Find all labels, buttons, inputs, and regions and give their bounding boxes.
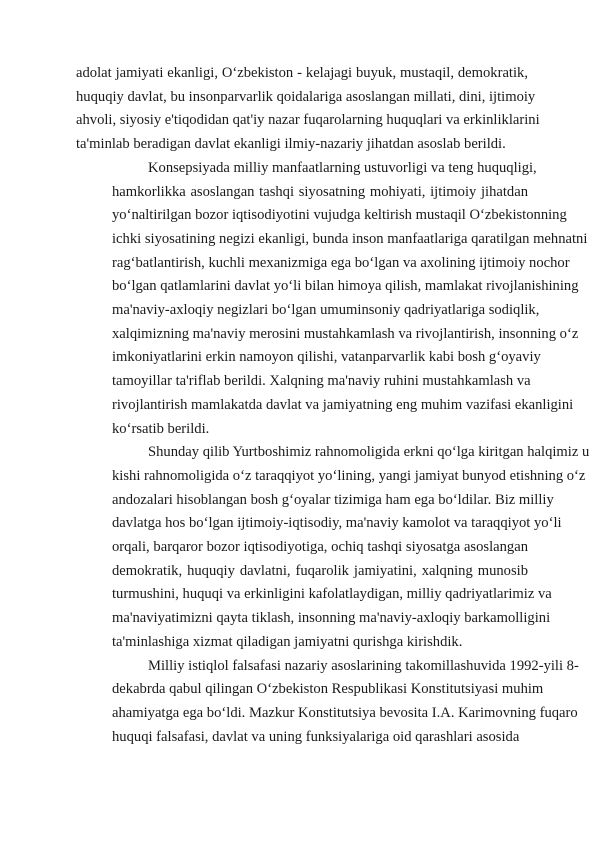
text-line: huquqiy davlat, bu insonparvarlik qoidalariga asoslangan millati, dini, ijtimoiy xyxy=(76,88,536,105)
text-line: adolat jamiyati ekanligi, O‘zbekiston - kelajagi buyuk, mustaqil, demokratik, xyxy=(76,65,528,81)
text-line: imkoniyatlarini erkin namoyon qilishi, vatanparvarlik kabi bosh g‘oyaviy xyxy=(112,349,541,366)
text-line: Shunday qilib Yurtboshimiz rahnomoligida erkni qo‘lga kiritgan halqimiz u xyxy=(148,444,590,461)
text-line: orqali, barqaror bozor iqtisodiyotiga, ochiq tashqi siyosatga asoslangan xyxy=(112,539,528,556)
text-line: davlatga hos bo‘lgan ijtimoiy-iqtisodiy, ma'naviy kamolot va taraqqiyot yo‘li xyxy=(112,515,562,532)
paragraph xyxy=(76,655,579,750)
text-line: ma'naviy-axloqiy negizlari bo‘lgan umuminsoniy qadriyatlariga sodiqlik, xyxy=(112,302,540,319)
text-line: ahvoli, siyosiy e'tiqodidan qat'iy nazar fuqarolarning huquqlari va erkinliklarini xyxy=(76,112,540,129)
text-line: ma'naviyatimizni qayta tiklash, insonning ma'naviy-axloqiy barkamolligini xyxy=(112,610,551,627)
text-line: Konsepsiyada milliy manfaatlarning ustuvorligi va teng huquqligi, xyxy=(148,159,537,176)
text-line: ichki siyosatining negizi ekanligi, bunda inson manfaatlariga qaratilgan mehnatni xyxy=(112,230,588,247)
text-line: hamkorlikka asoslangan tashqi siyosatning mohiyati, ijtimoiy jihatdan xyxy=(112,183,528,200)
text-line: yo‘naltirilgan bozor iqtisodiyotini vujudga keltirish mustaqil O‘zbekistonning xyxy=(112,207,567,224)
text-line: Milliy istiqlol falsafasi nazariy asoslarining takomillashuvida 1992-yili 8- xyxy=(148,657,579,674)
text-line: tamoyillar ta'riflab berildi. Xalqning ma'naviy ruhini mustahkamlash va xyxy=(112,373,531,390)
text-line: rivojlantirish mamlakatda davlat va jamiyatning eng muhim vazifasi ekanligini xyxy=(112,396,574,413)
text-line: xalqimizning ma'naviy merosini mustahkamlash va rivojlantirish, insonning o‘z xyxy=(112,325,579,342)
text-line: ahamiyatga ega bo‘ldi. Mazkur Konstitutsiya bevosita I.A. Karimovning fuqaro xyxy=(112,704,578,721)
text-line: demokratik, huquqiy davlatni, fuqarolik jamiyatini, xalqning munosib xyxy=(112,562,528,579)
text-line: turmushini, huquqi va erkinligini kafolatlaydigan, milliy qadriyatlarimiz va xyxy=(112,586,552,603)
paragraph xyxy=(76,441,590,654)
text-line: ta'minlab beradigan davlat ekanligi ilmiy-nazariy jihatdan asoslab berildi. xyxy=(76,136,506,153)
text-line: kishi rahnomoligida o‘z taraqqiyot yo‘lining, yangi jamiyat bunyod etishning o‘z xyxy=(112,467,586,484)
text-line: huquqi falsafasi, davlat va uning funksiyalariga oid qarashlari asosida xyxy=(112,728,520,745)
text-line: ta'minlashiga xizmat qiladigan jamiyatni qurishga kirishdik. xyxy=(112,633,463,650)
paragraph xyxy=(76,157,588,441)
body-text xyxy=(76,62,590,749)
text-line: bo‘lgan qatlamlarini davlat yo‘li bilan himoya qilish, mamlakat rivojlanishining xyxy=(112,278,579,295)
text-line: andozalari hisoblangan bosh g‘oyalar tizimiga ham ega bo‘ldilar. Biz milliy xyxy=(112,491,554,508)
text-line: dekabrda qabul qilingan O‘zbekiston Respublikasi Konstitutsiyasi muhim xyxy=(112,681,544,698)
text-line: rag‘batlantirish, kuchli mexanizmiga ega bo‘lgan va axolining ijtimoiy nochor xyxy=(112,254,570,271)
text-line: ko‘rsatib berildi. xyxy=(112,420,210,437)
paragraph xyxy=(76,62,540,157)
